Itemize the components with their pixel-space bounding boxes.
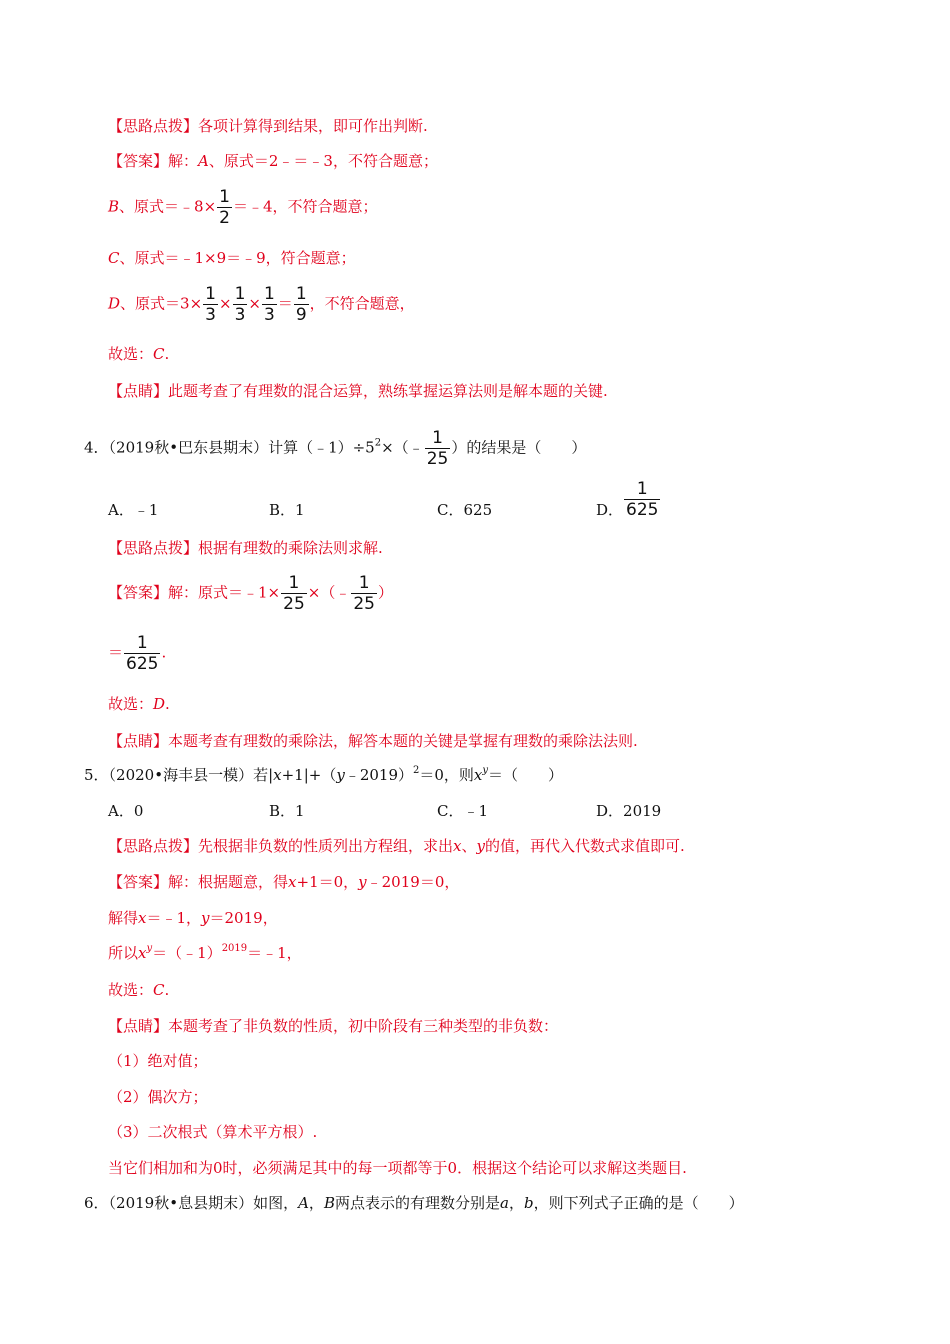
q4-result-pre: ＝ bbox=[108, 643, 124, 662]
q5-solve-y: y bbox=[201, 909, 210, 927]
q4-option-c-label: C． bbox=[437, 501, 464, 519]
q5-option-b-value: 1 bbox=[295, 802, 305, 820]
q4-answer-label: 【答案】 bbox=[108, 583, 169, 602]
q5-so-sup: 2019 bbox=[221, 943, 248, 954]
q3-fraction-d4 bbox=[294, 284, 309, 325]
q4-option-d-den: 625 bbox=[626, 499, 659, 520]
q3-fraction-d2 bbox=[233, 284, 248, 325]
q5-option-c bbox=[437, 801, 488, 821]
q3-line-d-pre: 、原式＝3× bbox=[120, 294, 203, 313]
q6-stem-comma2: ， bbox=[508, 1194, 524, 1212]
q3-comment-label: 【点睛】 bbox=[108, 382, 169, 400]
q4-stem-mid: ×（﹣ bbox=[381, 438, 424, 457]
q5-so-sup-y: y bbox=[146, 943, 153, 954]
q3-line-b-pre: 、原式＝﹣8× bbox=[119, 197, 217, 216]
q3-line-c-text: 、原式＝﹣1×9＝﹣9，符合题意； bbox=[119, 249, 356, 267]
q4-answer-fraction2-den: 25 bbox=[353, 594, 375, 614]
q6-stem-vb: b bbox=[523, 1194, 534, 1212]
q4-option-d-num: 1 bbox=[624, 479, 660, 500]
q5-option-d bbox=[596, 801, 661, 821]
q3-answer-line bbox=[108, 151, 438, 171]
q5-choice-post: . bbox=[164, 981, 170, 999]
q3-choice-pre: 故选： bbox=[108, 345, 154, 363]
q5-stem-sup-y: y bbox=[482, 765, 489, 776]
q3-comment-text: 此题考查了有理数的混合运算，熟练掌握运算法则是解本题的关键. bbox=[168, 382, 608, 400]
q4-stem-post: ）的结果是（ ） bbox=[451, 438, 587, 457]
q3-fraction-d4-den: 9 bbox=[295, 305, 307, 325]
q3-fraction-d2-den: 3 bbox=[234, 305, 246, 325]
q4-answer-line bbox=[108, 573, 393, 614]
q5-hint-label: 【思路点拨】 bbox=[108, 837, 199, 855]
q4-result-line bbox=[108, 633, 166, 674]
q5-option-a-value: 0 bbox=[133, 802, 144, 820]
q6-stem-mid: 两点表示的有理数分别是 bbox=[334, 1194, 500, 1212]
q4-option-c-value: 625 bbox=[463, 501, 493, 519]
q5-option-a-label: A． bbox=[108, 802, 134, 820]
q4-answer-fraction2 bbox=[351, 573, 377, 614]
q3-fraction-d1 bbox=[203, 284, 218, 325]
q3-fraction-b-den: 2 bbox=[219, 208, 230, 228]
q5-stem-y: y bbox=[336, 766, 345, 784]
q4-stem-fraction-num: 1 bbox=[425, 428, 451, 449]
q3-fraction-d3-den: 3 bbox=[263, 305, 275, 325]
q5-solve-line bbox=[108, 908, 278, 928]
q6-stem-post: ，则下列式子正确的是（ ） bbox=[533, 1194, 744, 1212]
q6-stem bbox=[84, 1193, 744, 1213]
q4-option-a-value: ﹣1 bbox=[133, 501, 159, 519]
q4-choice-letter: D bbox=[153, 695, 166, 713]
q5-option-b-label: B． bbox=[269, 802, 296, 820]
q4-number: 4． bbox=[84, 438, 109, 457]
q4-stem-fraction bbox=[425, 428, 451, 469]
q5-option-c-value: ﹣1 bbox=[463, 802, 489, 820]
q6-number: 6． bbox=[84, 1194, 109, 1212]
q3-letter-b: B bbox=[108, 197, 120, 216]
q4-hint-line bbox=[108, 538, 383, 558]
q3-fraction-b bbox=[217, 187, 232, 228]
q3-answer-label: 【答案】 bbox=[108, 152, 169, 170]
q5-comment-text: 本题考查了非负数的性质，初中阶段有三种类型的非负数： bbox=[168, 1017, 559, 1035]
q5-hint-line bbox=[108, 836, 685, 856]
q3-hint-line bbox=[108, 116, 428, 136]
q5-so-x: x bbox=[138, 944, 147, 962]
q3-fraction-d2-num: 1 bbox=[234, 284, 246, 304]
q5-hint-y: y bbox=[476, 837, 485, 855]
q5-solve-mid: ＝﹣1， bbox=[146, 909, 202, 927]
q6-stem-comma: ， bbox=[308, 1194, 324, 1212]
q3-fraction-d3-num: 1 bbox=[263, 284, 275, 304]
q5-answer-mid: +1＝0， bbox=[296, 873, 359, 891]
q3-answer-letter-a: A bbox=[198, 152, 209, 170]
q4-comment-label: 【点睛】 bbox=[108, 732, 169, 750]
q5-hint-pre: 先根据非负数的性质列出方程组，求出 bbox=[198, 837, 454, 855]
q3-line-b bbox=[108, 187, 378, 228]
q4-choice-pre: 故选： bbox=[108, 695, 154, 713]
q4-answer-fraction1-den: 25 bbox=[283, 594, 305, 614]
q5-choice-line bbox=[108, 980, 169, 1000]
q5-hint-post: 的值，再代入代数式求值即可. bbox=[485, 837, 685, 855]
q5-stem-x: x bbox=[273, 766, 282, 784]
q5-option-a bbox=[108, 801, 143, 821]
q5-item-3: （3）二次根式（算术平方根）. bbox=[108, 1123, 318, 1141]
q5-item-1: （1）绝对值； bbox=[108, 1052, 208, 1070]
q4-option-a bbox=[108, 500, 158, 520]
q3-line-d-times2: × bbox=[248, 294, 261, 313]
q3-line-d-eq: ＝ bbox=[277, 294, 293, 313]
q4-answer-mid: ×（﹣ bbox=[307, 583, 351, 602]
q5-stem-post: ＝（ ） bbox=[488, 766, 564, 784]
q4-option-b-value: 1 bbox=[295, 501, 305, 519]
q4-result-fraction-num: 1 bbox=[124, 633, 160, 654]
q4-choice-line bbox=[108, 694, 170, 714]
q4-option-d bbox=[596, 478, 661, 520]
q3-hint-label: 【思路点拨】 bbox=[108, 117, 199, 135]
q5-option-c-label: C． bbox=[437, 802, 464, 820]
q4-option-a-label: A． bbox=[108, 501, 134, 519]
q5-stem-sup: 2 bbox=[413, 765, 420, 776]
q5-answer-label: 【答案】 bbox=[108, 873, 169, 891]
q5-stem bbox=[84, 765, 563, 785]
q4-answer-pre: 解：原式＝﹣1× bbox=[168, 583, 281, 602]
q3-comment-line bbox=[108, 381, 608, 401]
q3-fraction-d1-den: 3 bbox=[205, 305, 216, 325]
q4-option-b bbox=[269, 500, 305, 520]
q5-stem-x2: x bbox=[473, 766, 483, 784]
q3-answer-a-text: 、原式＝2﹣＝﹣3，不符合题意； bbox=[208, 152, 438, 170]
q4-stem-fraction-den: 25 bbox=[426, 449, 449, 469]
q3-line-d bbox=[108, 284, 415, 325]
q3-answer-pre: 解： bbox=[168, 152, 199, 170]
q6-stem-b: B bbox=[323, 1194, 335, 1212]
q5-so-post: ＝﹣1， bbox=[247, 944, 302, 962]
q5-comment-line bbox=[108, 1016, 558, 1036]
q5-option-b bbox=[269, 801, 305, 821]
q4-option-b-label: B． bbox=[269, 501, 296, 519]
q5-answer-line bbox=[108, 872, 459, 892]
q5-stem-mid1: +1|+（ bbox=[281, 766, 337, 784]
q3-fraction-d4-num: 1 bbox=[295, 284, 307, 304]
q3-fraction-d3 bbox=[262, 284, 277, 325]
q3-fraction-d1-num: 1 bbox=[205, 284, 216, 304]
q4-result-post: . bbox=[161, 643, 167, 662]
q4-stem-sup: 2 bbox=[374, 437, 382, 449]
q5-choice-pre: 故选： bbox=[108, 981, 154, 999]
q3-line-b-post: ＝﹣4，不符合题意； bbox=[232, 197, 378, 216]
q4-result-fraction-den: 625 bbox=[126, 654, 159, 674]
q4-option-d-fraction bbox=[624, 479, 660, 520]
q4-answer-post: ） bbox=[378, 583, 394, 602]
q5-option-d-label: D． bbox=[596, 802, 624, 820]
q5-stem-mid2: ﹣2019） bbox=[344, 766, 413, 784]
q4-option-d-label: D． bbox=[596, 501, 624, 519]
q4-hint-text: 根据有理数的乘除法则求解. bbox=[198, 539, 383, 557]
q5-so-mid: ＝（﹣1） bbox=[152, 944, 222, 962]
q4-comment-line bbox=[108, 731, 638, 751]
q4-answer-fraction1-num: 1 bbox=[281, 573, 307, 594]
q5-so-line bbox=[108, 943, 302, 963]
q5-solve-post: ＝2019， bbox=[209, 909, 278, 927]
q3-letter-c: C bbox=[108, 249, 120, 267]
q4-answer-fraction2-num: 1 bbox=[351, 573, 377, 594]
q4-choice-post: . bbox=[165, 695, 170, 713]
q5-hint-sep: 、 bbox=[461, 837, 477, 855]
q4-comment-text: 本题考查有理数的乘除法，解答本题的关键是掌握有理数的乘除法法则. bbox=[168, 732, 638, 750]
q6-stem-a: A bbox=[298, 1194, 309, 1212]
q5-so-pre: 所以 bbox=[108, 944, 139, 962]
q5-option-d-value: 2019 bbox=[623, 802, 662, 820]
q5-answer-x: x bbox=[288, 873, 297, 891]
q3-choice-line bbox=[108, 344, 169, 364]
q5-answer-pre: 解：根据题意，得 bbox=[168, 873, 289, 891]
q3-choice-letter: C bbox=[153, 345, 165, 363]
q6-stem-pre: （2019秋•息县期末）如图， bbox=[108, 1194, 299, 1212]
q3-line-d-times1: × bbox=[218, 294, 232, 313]
q3-letter-d: D bbox=[108, 294, 121, 313]
q5-solve-x: x bbox=[138, 909, 147, 927]
q5-stem-mid3: ＝0，则 bbox=[419, 766, 474, 784]
q4-result-fraction bbox=[124, 633, 160, 674]
q3-line-d-post: ，不符合题意， bbox=[309, 294, 415, 313]
q3-choice-post: . bbox=[164, 345, 170, 363]
q3-line-c bbox=[108, 248, 356, 268]
q5-number: 5． bbox=[84, 766, 109, 784]
q3-hint-text: 各项计算得到结果，即可作出判断. bbox=[198, 117, 428, 135]
q4-stem-pre: （2019秋•巴东县期末）计算（﹣1）÷5 bbox=[108, 438, 375, 457]
q4-option-c bbox=[437, 500, 492, 520]
q5-answer-y: y bbox=[358, 873, 367, 891]
q5-hint-x: x bbox=[453, 837, 462, 855]
q5-conclusion: 当它们相加和为0时，必须满足其中的每一项都等于0．根据这个结论可以求解这类题目. bbox=[108, 1159, 687, 1177]
q4-stem bbox=[84, 428, 586, 469]
q5-stem-pre: （2020•海丰县一模）若| bbox=[108, 766, 274, 784]
q5-comment-label: 【点睛】 bbox=[108, 1017, 169, 1035]
q5-answer-post: ﹣2019＝0， bbox=[366, 873, 460, 891]
q5-item-2: （2）偶次方； bbox=[108, 1088, 208, 1106]
q6-stem-va: a bbox=[499, 1194, 509, 1212]
q5-choice-letter: C bbox=[153, 981, 165, 999]
q4-answer-fraction1 bbox=[281, 573, 307, 614]
q4-hint-label: 【思路点拨】 bbox=[108, 539, 199, 557]
q3-fraction-b-num: 1 bbox=[219, 187, 230, 207]
q5-solve-pre: 解得 bbox=[108, 909, 139, 927]
